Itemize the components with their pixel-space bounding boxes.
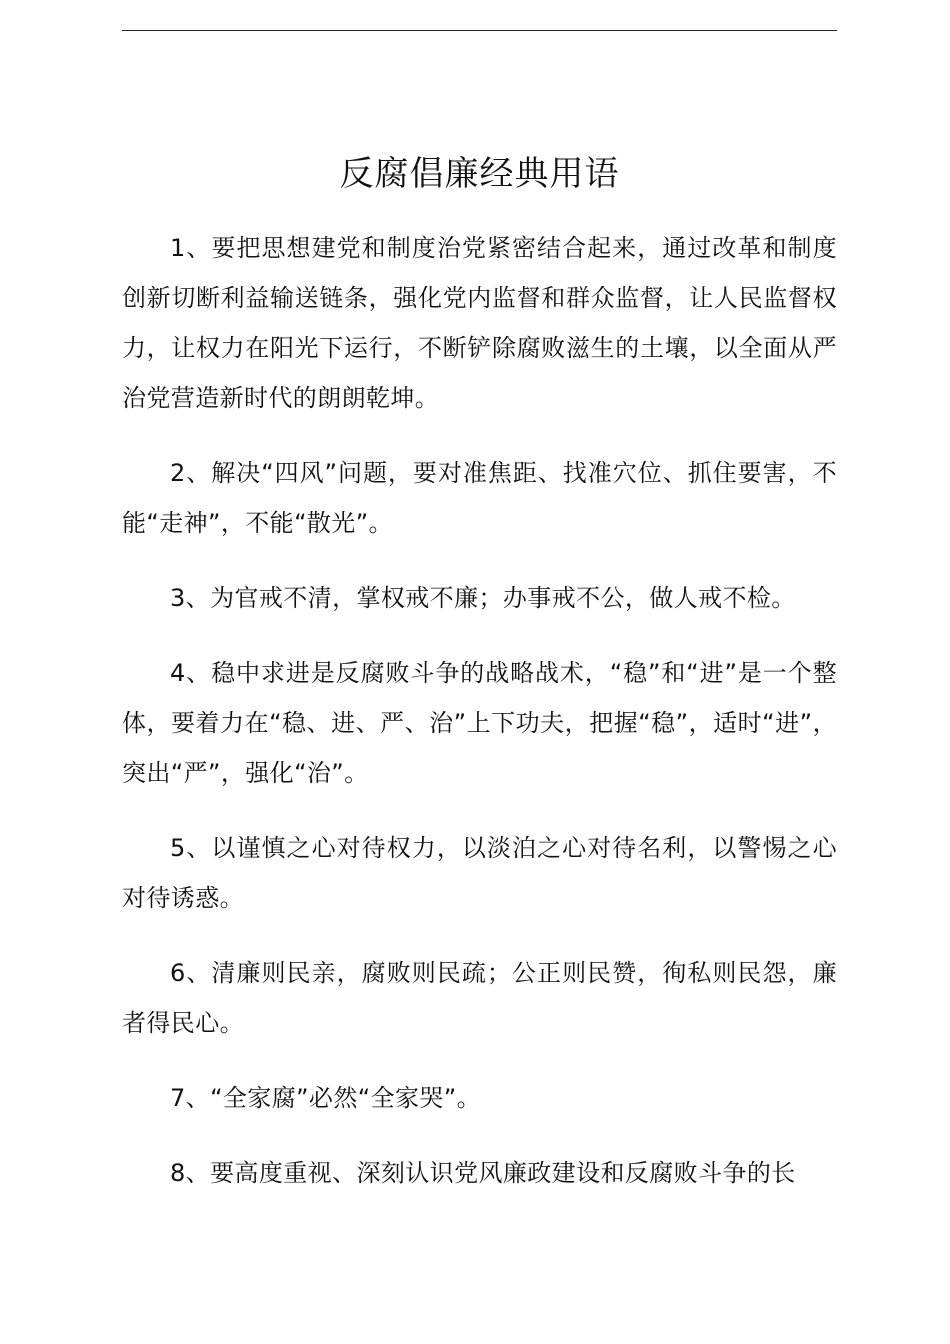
paragraph-2: 2、解决“四风”问题，要对准焦距、找准穴位、抓住要害，不能“走神”，不能“散光”。	[122, 459, 837, 537]
document-body	[122, 223, 837, 1223]
paragraph-5: 5、以谨慎之心对待权力，以淡泊之心对待名利，以警惕之心对待诱惑。	[122, 834, 837, 912]
paragraph-3: 3、为官戒不清，掌权戒不廉；办事戒不公，做人戒不检。	[170, 584, 796, 612]
header-rule	[122, 30, 837, 31]
document-title: 反腐倡廉经典用语	[339, 154, 620, 194]
paragraph-6: 6、清廉则民亲，腐败则民疏；公正则民赞，徇私则民怨，廉者得民心。	[122, 959, 837, 1037]
paragraph-1: 1、要把思想建党和制度治党紧密结合起来，通过改革和制度创新切断利益输送链条，强化党内监督和群众监督，让人民监督权力，让权力在阳光下运行，不断铲除腐败滋生的土壤，以全面从严治党营造新时代的朗朗乾坤。	[122, 234, 837, 412]
paragraph-7: 7、“全家腐”必然“全家哭”。	[170, 1084, 482, 1112]
paragraph-4: 4、稳中求进是反腐败斗争的战略战术，“稳”和“进”是一个整体，要着力在“稳、进、严、治”上下功夫，把握“稳”，适时“进”，突出“严”，强化“治”。	[122, 659, 837, 787]
paragraph-8: 8、要高度重视、深刻认识党风廉政建设和反腐败斗争的长	[170, 1159, 796, 1187]
